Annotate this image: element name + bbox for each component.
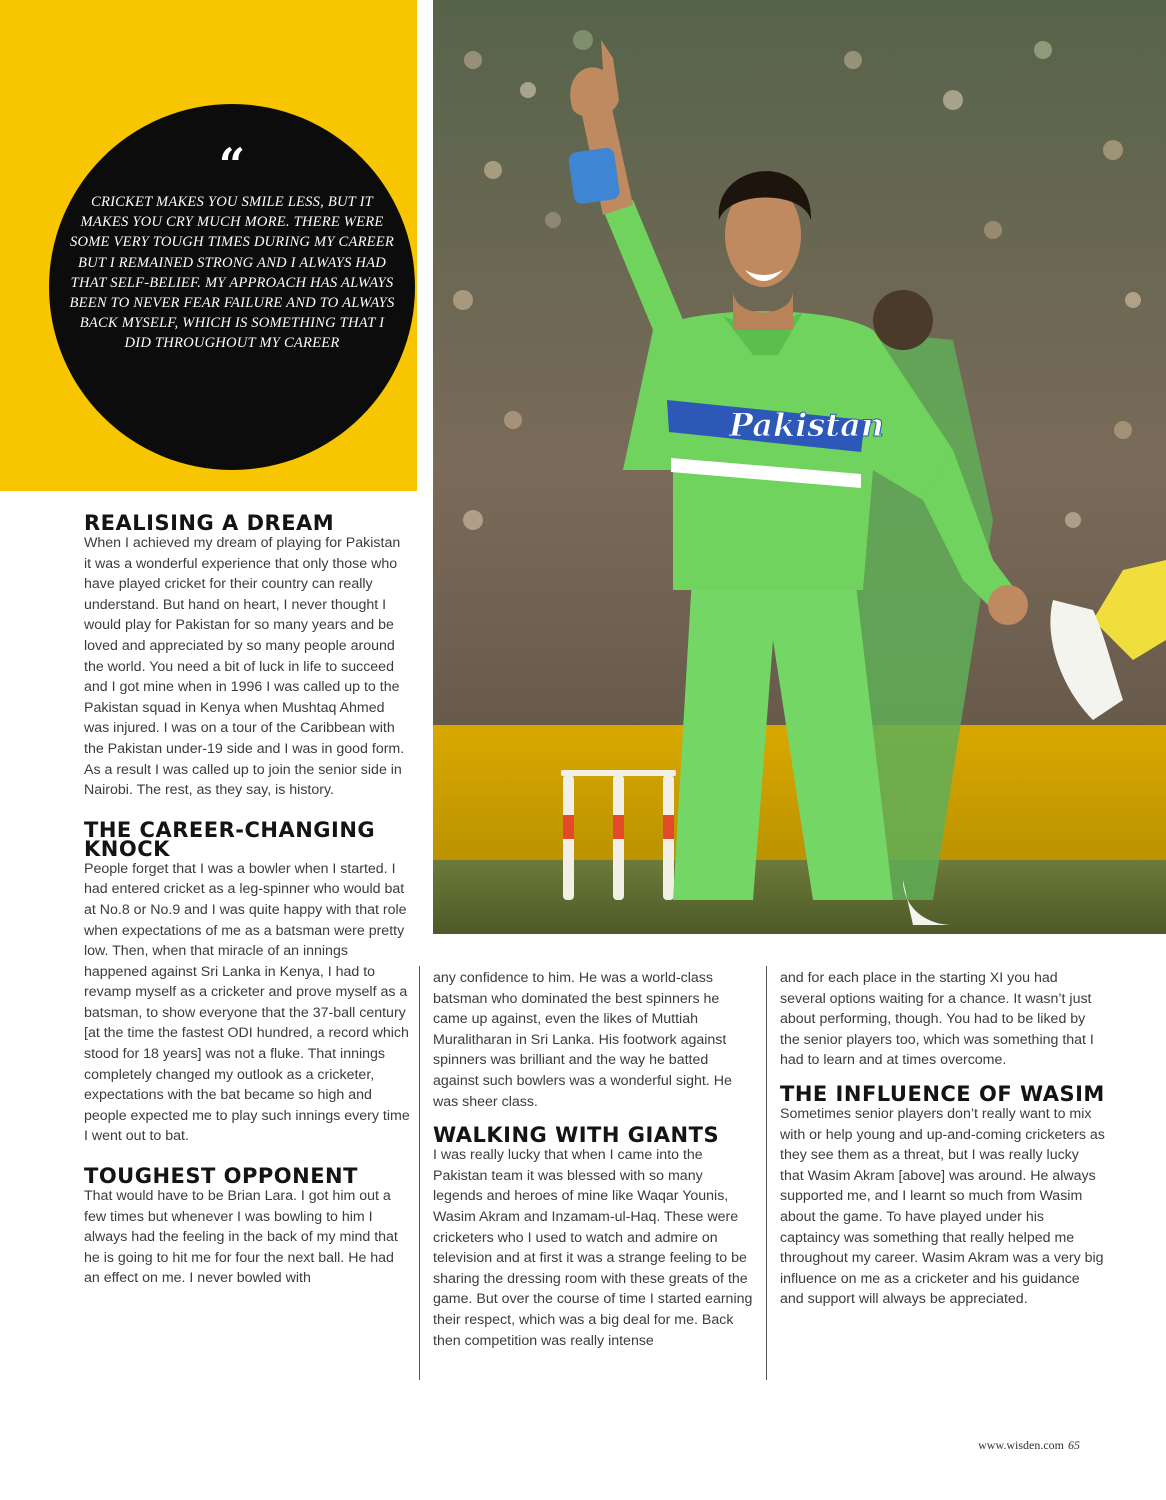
website-url: www.wisden.com	[978, 1438, 1064, 1452]
body-realising-a-dream: When I achieved my dream of playing for Pakistan it was a wonderful experience that only those who have played cricket for their country can really understand. But hand on heart, I never thought I would play for Pakistan for so many years and be loved and appreciated by so many people around the world. You need a bit of luck in life to succeed and I got mine when in 1996 I was called up to the Pakistan squad in Kenya when Mushtaq Ahmed was injured. I was on a tour of the Caribbean with the Pakistan under-19 side and I was in good form. As a result I was called up to join the senior side in Nairobi. The rest, as they say, is history.	[84, 535, 405, 799]
body-walking-with-giants-continued: and for each place in the starting XI you had several options waiting for a chance. It wasn’t just about performing, though. You had to be liked by the senior players too, which was something that I had to learn and at times overcome.	[780, 970, 1094, 1069]
page-number: 65	[1068, 1438, 1080, 1452]
page-footer	[978, 1438, 1080, 1453]
heading-career-changing-knock: THE CAREER-CHANGING KNOCK	[84, 817, 376, 861]
body-influence-of-wasim: Sometimes senior players don’t really want to mix with or help young and up-and-coming cricketers as they see them as a threat, but I was really lucky that Wasim Akram [above] was around. He always supported me, and I learnt so much from Wasim about the game. To have played under his captaincy was something that really helped me throughout my career. Wasim Akram was a very big influence on me as a cricketer and his guidance and support will always be appreciated.	[780, 1105, 1105, 1308]
heading-walking-with-giants: WALKING WITH GIANTS	[433, 1123, 720, 1148]
quote-mark-icon: “	[218, 138, 246, 192]
column-middle	[433, 968, 753, 1351]
pull-quote-circle	[49, 104, 415, 470]
column-divider-right	[766, 966, 767, 1380]
body-toughest-opponent-continued: any confidence to him. He was a world-class batsman who dominated the best spinners he came up against, even the likes of Muttiah Muralitharan in Sri Lanka. His footwork against spinners was brilliant and the way he batted against such bowlers was a wonderful sight. He was sheer class.	[433, 970, 732, 1110]
heading-influence-of-wasim: THE INFLUENCE OF WASIM	[780, 1081, 1105, 1106]
body-toughest-opponent: That would have to be Brian Lara. I got him out a few times but whenever I was bowling to him I always had the feeling in the back of my mind that he is going to hit me for four the next ball. He had an effect on me. I never bowled with	[84, 1188, 398, 1287]
column-divider-left	[419, 966, 420, 1380]
yellow-quote-panel	[0, 0, 417, 491]
column-left	[84, 508, 410, 1289]
heading-realising-a-dream: REALISING A DREAM	[84, 511, 335, 535]
column-right	[780, 968, 1105, 1310]
heading-toughest-opponent: TOUGHEST OPPONENT	[84, 1164, 358, 1189]
body-career-changing-knock: People forget that I was a bowler when I started. I had entered cricket as a leg-spinner who would bat at No.8 or No.9 and I was quite happy with that role when expectations of me as a batsman were pretty low. Then, when that miracle of an innings happened against Sri Lanka in Kenya, I had to revamp myself as a cricketer and prove myself as a batsman, to show everyone that the 37-ball century [at the time the fastest ODI hundred, a record which stood for 18 years] was not a fluke. That innings completely changed my outlook as a cricketer, expectations with the bat became so high and people expected me to play such innings every time I went out to bat.	[84, 860, 410, 1145]
cricketer-celebration-photo	[433, 0, 1166, 934]
shirt-lettering: Pakistan	[729, 406, 885, 444]
pull-quote-text: CRICKET MAKES YOU SMILE LESS, BUT IT MAKES YOU CRY MUCH MORE. THERE WERE SOME VERY TOUGH TIMES DURING MY CAREER BUT I REMAINED STRONG AND I ALWAYS HAD THAT SELF-BELIEF. MY APPROACH HAS ALWAYS BEEN TO NEVER FEAR FAILURE AND TO ALWAYS BACK MYSELF, WHICH IS SOMETHING THAT I DID THROUGHOUT MY CAREER	[69, 194, 395, 352]
body-walking-with-giants: I was really lucky that when I came into the Pakistan team it was blessed with so many legends and heroes of mine like Waqar Younis, Wasim Akram and Inzamam-ul-Haq. These were cricketers who I used to watch and admire on television and at first it was a strange feeling to be sharing the dressing room with these greats of the game. But over the course of time I started earning their respect, which was a big deal for me. Back then competition was really intense	[433, 1147, 753, 1349]
